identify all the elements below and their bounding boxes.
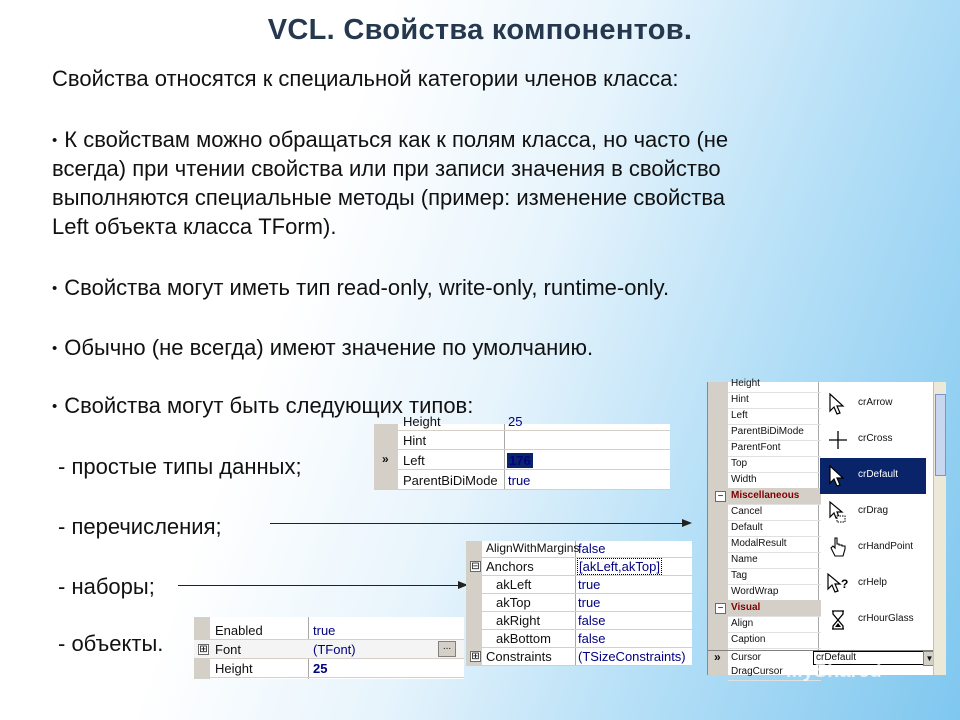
panel-gutter <box>708 382 728 675</box>
cursor-option-label: crHourGlass <box>858 613 914 624</box>
property-name: Cursor <box>731 652 762 663</box>
dropdown-arrow-icon[interactable]: ▼ <box>923 651 936 666</box>
property-value: false <box>578 541 606 556</box>
cursor-option-crhandpoint[interactable] <box>820 530 926 566</box>
object-property-grid <box>194 617 464 679</box>
paragraph-default-value: • Обычно (не всегда) имеют значение по умолчанию. <box>52 334 593 366</box>
cursor-option-crarrow[interactable] <box>820 386 926 422</box>
collapse-icon[interactable]: − <box>715 603 726 614</box>
property-row[interactable]: ModalResult <box>728 536 821 553</box>
property-name: akRight <box>496 613 541 628</box>
property-row[interactable]: Left <box>728 408 821 425</box>
property-value: 25 <box>508 414 523 429</box>
property-name: AlignWithMargins <box>486 541 580 555</box>
scrollbar[interactable] <box>933 382 946 675</box>
property-value: 25 <box>313 661 328 676</box>
property-value: true <box>313 623 336 638</box>
property-value: true <box>578 577 601 592</box>
p1-line-3: выполняются специальные методы (пример: изменение свойства <box>52 185 725 210</box>
p1-line-2: всегда) при чтении свойства или при записи значения в свойство <box>52 156 721 181</box>
property-value-editor[interactable]: 176 <box>509 453 531 468</box>
grid-row[interactable] <box>374 471 670 490</box>
grid-row-selected[interactable] <box>374 451 670 470</box>
category-row[interactable]: Miscellaneous <box>728 488 821 505</box>
p1-line-4: Left объекта класса TForm). <box>52 214 337 239</box>
cursor-enum-panel <box>707 378 946 677</box>
property-row[interactable]: Align <box>728 616 821 633</box>
paragraph-readonly: • Свойства могут иметь тип read-only, write-only, runtime-only. <box>52 274 669 306</box>
ellipsis-button[interactable]: ... <box>438 641 456 657</box>
grid-row[interactable] <box>194 659 464 678</box>
current-row-marker: » <box>714 650 721 664</box>
crcross-cursor-icon <box>826 428 850 452</box>
arrow-to-enum-panel <box>270 523 690 524</box>
scrollbar-thumb[interactable] <box>935 394 946 476</box>
cursor-option-crhelp[interactable] <box>820 566 926 602</box>
current-row-marker: » <box>382 452 389 466</box>
grid-row-selected[interactable] <box>194 640 464 659</box>
cursor-option-label: crCross <box>858 433 893 444</box>
crhourglass-cursor-icon <box>826 608 850 632</box>
property-name: Hint <box>403 433 427 448</box>
type-simple: - простые типы данных; <box>58 454 302 479</box>
property-value-editor[interactable]: [akLeft,akTop] <box>579 559 660 574</box>
cursor-option-label: crDrag <box>858 505 889 516</box>
property-name: akTop <box>496 595 531 610</box>
property-name: Font <box>215 642 242 657</box>
type-enum: - перечисления; <box>58 514 222 539</box>
property-value: (TFont) <box>313 642 356 657</box>
property-row[interactable]: WordWrap <box>728 584 821 601</box>
grid-row[interactable] <box>466 539 692 558</box>
grid-row[interactable] <box>194 621 464 640</box>
watermark-logo: MyShared <box>786 660 882 682</box>
property-row[interactable]: ParentBiDiMode <box>728 424 821 441</box>
grid-row[interactable] <box>466 575 692 594</box>
property-row[interactable]: ParentFont <box>728 440 821 457</box>
cursor-option-label: crDefault <box>858 469 899 480</box>
crarrow-cursor-icon <box>826 392 850 416</box>
property-name: Left <box>403 453 425 468</box>
cursor-option-label: crHandPoint <box>858 541 914 552</box>
crdefault-cursor-icon <box>826 464 850 488</box>
cursor-option-label: crHelp <box>858 577 887 588</box>
property-name: Height <box>403 414 441 429</box>
property-value: true <box>578 595 601 610</box>
intro-text: Свойства относятся к специальной категории членов класса: <box>52 66 679 91</box>
property-name: ParentBiDiMode <box>403 473 498 488</box>
property-row[interactable]: Height <box>728 376 821 393</box>
property-row[interactable]: Hint <box>728 392 821 409</box>
property-name: Height <box>215 661 253 676</box>
cursor-option-crdrag[interactable] <box>820 494 926 530</box>
property-name: Anchors <box>486 559 534 574</box>
grid-row[interactable] <box>374 412 670 431</box>
property-name: akBottom <box>496 631 551 646</box>
expand-icon[interactable]: ⊞ <box>199 644 208 655</box>
set-property-grid <box>466 541 692 665</box>
arrow-to-set-panel <box>178 585 466 586</box>
grid-row[interactable] <box>374 431 670 450</box>
grid-row[interactable] <box>466 593 692 612</box>
cursor-option-crcross[interactable] <box>820 422 926 458</box>
crdrag-cursor-icon <box>826 500 850 524</box>
type-object: - объекты. <box>58 631 164 656</box>
property-row[interactable]: DragCursor <box>728 664 821 681</box>
cursor-combobox[interactable]: crDefault <box>813 651 925 665</box>
p1-line-1: • К свойствам можно обращаться как к полям класса, но часто (не <box>52 126 728 158</box>
property-value: false <box>578 631 606 646</box>
property-value: (TSizeConstraints) <box>578 649 686 664</box>
category-row[interactable]: Visual <box>728 600 821 617</box>
collapse-icon[interactable]: ⊟ <box>471 561 480 572</box>
slide-title: VCL. Свойства компонентов. <box>267 14 693 46</box>
type-set: - наборы; <box>58 574 155 599</box>
property-name: akLeft <box>496 577 532 592</box>
grid-row[interactable] <box>466 647 692 666</box>
property-row[interactable]: Width <box>728 472 821 489</box>
property-row[interactable]: Name <box>728 552 821 569</box>
property-row[interactable]: Caption <box>728 632 821 649</box>
simple-types-property-grid <box>374 414 670 490</box>
crhelp-cursor-icon <box>826 572 850 596</box>
property-value: false <box>578 613 606 628</box>
grid-row[interactable] <box>466 611 692 630</box>
property-row[interactable]: Default <box>728 520 821 537</box>
svg-text:?: ? <box>841 577 849 591</box>
grid-row[interactable] <box>466 629 692 648</box>
grid-row-selected[interactable] <box>466 557 692 576</box>
property-row[interactable]: Cancel <box>728 504 821 521</box>
property-value: true <box>508 473 531 488</box>
cursor-option-crhourglass[interactable] <box>820 602 926 638</box>
crhandpoint-cursor-icon <box>826 536 850 560</box>
paragraph-types: • Свойства могут быть следующих типов: <box>52 392 473 424</box>
property-name: Constraints <box>486 649 552 664</box>
property-row[interactable]: Top <box>728 456 821 473</box>
cursor-option-label: crArrow <box>858 397 893 408</box>
property-row[interactable]: Tag <box>728 568 821 585</box>
cursor-option-crdefault[interactable] <box>820 458 926 494</box>
collapse-icon[interactable]: − <box>715 491 726 502</box>
expand-icon[interactable]: ⊞ <box>471 651 480 662</box>
property-name: Enabled <box>215 623 263 638</box>
